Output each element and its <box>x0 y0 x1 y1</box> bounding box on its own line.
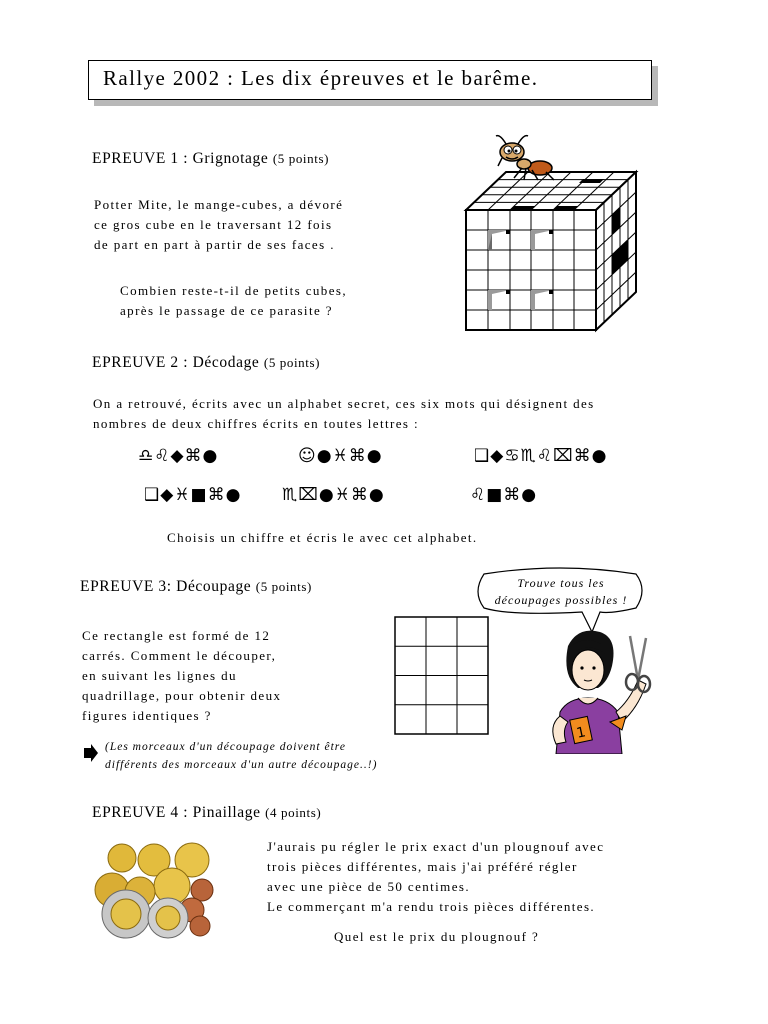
cipher-word-4: ❑◆♓■⌘● <box>144 485 242 505</box>
e3-line-2: carrés. Comment le découper, <box>82 648 277 663</box>
e1-line-2: ce gros cube en le traversant 12 fois <box>94 217 333 232</box>
cipher-word-5: ♏⌧●♓⌘● <box>282 485 385 505</box>
e4-heading-text: EPREUVE 4 : Pinaillage <box>92 804 261 821</box>
cube-with-ant-illustration <box>462 130 646 336</box>
cipher-word-3: ❑◆♋♏♌⌧⌘● <box>474 446 608 466</box>
e3-note-line-2: différents des morceaux d'un autre découpage..!) <box>105 759 378 771</box>
euro-coins-pile <box>92 838 216 942</box>
e1-line-1: Potter Mite, le mange-cubes, a dévoré <box>94 197 344 212</box>
e1-points: (5 points) <box>272 151 330 166</box>
e4-points: (4 points) <box>265 805 322 820</box>
e1-line-3: de part en part à partir de ses faces . <box>94 237 335 252</box>
speech-bubble-text <box>478 575 644 609</box>
person-with-scissors-illustration <box>538 626 658 754</box>
e2-text <box>93 394 595 434</box>
page-title: Rallye 2002 : Les dix épreuves et le barême. <box>103 66 539 90</box>
e3-heading <box>80 578 312 596</box>
e3-line-3: en suivant les lignes du <box>82 668 237 683</box>
e3-heading-text: EPREUVE 3: Découpage <box>80 578 252 595</box>
svg-text:1: 1 <box>575 724 588 742</box>
speech-line-1: Trouve tous les <box>517 576 605 590</box>
e1-question-line-2: après le passage de ce parasite ? <box>120 303 333 318</box>
e3-line-1: Ce rectangle est formé de 12 <box>82 628 271 643</box>
title-box <box>88 60 652 100</box>
e3-line-4: quadrillage, pour obtenir deux <box>82 688 282 703</box>
scissors-icon <box>626 636 650 692</box>
e2-heading <box>92 354 320 372</box>
e4-line-1: J'aurais pu régler le prix exact d'un plougnouf avec <box>267 839 605 854</box>
e2-footer: Choisis un chiffre et écris le avec cet alphabet. <box>167 530 478 545</box>
arrow-right-icon <box>82 743 100 763</box>
e2-heading-text: EPREUVE 2 : Décodage <box>92 354 260 371</box>
e1-text <box>94 195 343 255</box>
e1-question <box>120 281 347 321</box>
e3-note <box>105 738 377 774</box>
e4-line-4: Le commerçant m'a rendu trois pièces différentes. <box>267 899 596 914</box>
e4-line-2: trois pièces différentes, mais j'ai préféré régler <box>267 859 578 874</box>
e3-points: (5 points) <box>255 579 312 594</box>
e2-line-2: nombres de deux chiffres écrits en toutes lettres : <box>93 416 420 431</box>
e2-line-1: On a retrouvé, écrits avec un alphabet secret, ces six mots qui désignent des <box>93 396 595 411</box>
e4-text <box>267 837 604 917</box>
e4-heading <box>92 804 321 822</box>
speech-line-2: découpages possibles ! <box>494 593 628 607</box>
e1-heading <box>92 150 329 168</box>
cipher-word-6: ♌■⌘● <box>470 485 538 505</box>
e4-line-3: avec une pièce de 50 centimes. <box>267 879 470 894</box>
cipher-word-2: ☺●♓⌘● <box>298 446 383 466</box>
rectangle-grid <box>394 616 490 736</box>
e3-note-line-1: (Les morceaux d'un découpage doivent être <box>105 741 346 753</box>
e4-question: Quel est le prix du plougnouf ? <box>334 929 540 944</box>
cipher-word-1: ♎♌◆⌘● <box>138 446 219 466</box>
e1-question-line-1: Combien reste-t-il de petits cubes, <box>120 283 347 298</box>
e3-text <box>82 626 302 726</box>
e2-points: (5 points) <box>263 355 321 370</box>
e3-line-5: figures identiques ? <box>82 708 212 723</box>
e1-heading-text: EPREUVE 1 : Grignotage <box>92 150 269 167</box>
